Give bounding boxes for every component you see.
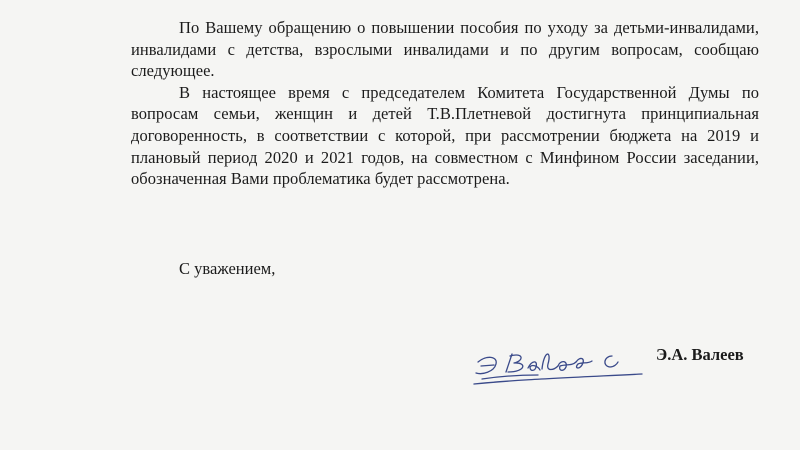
letter-body	[131, 17, 759, 190]
paragraph-agreement: В настоящее время с председателем Комитета Государственной Думы по вопросам семьи, женщин и детей Т.В.Плетневой достигнута принципиальная договоренность, в соответствии с которой, при рассмотрении бюджета на 2019 и плановый период 2020 и 2021 годов, на совместном с Минфином России заседании, обозначенная Вами проблематика будет рассмотрена.	[131, 82, 759, 189]
signer-name: Э.А. Валеев	[656, 345, 744, 364]
paragraph-request-reply: По Вашему обращению о повышении пособия по уходу за детьми-инвалидами, инвалидами с детства, взрослыми инвалидами и по другим вопросам, сообщаю следующее.	[131, 18, 759, 81]
closing-salutation: С уважением,	[179, 259, 276, 278]
handwritten-signature-icon	[472, 342, 647, 392]
